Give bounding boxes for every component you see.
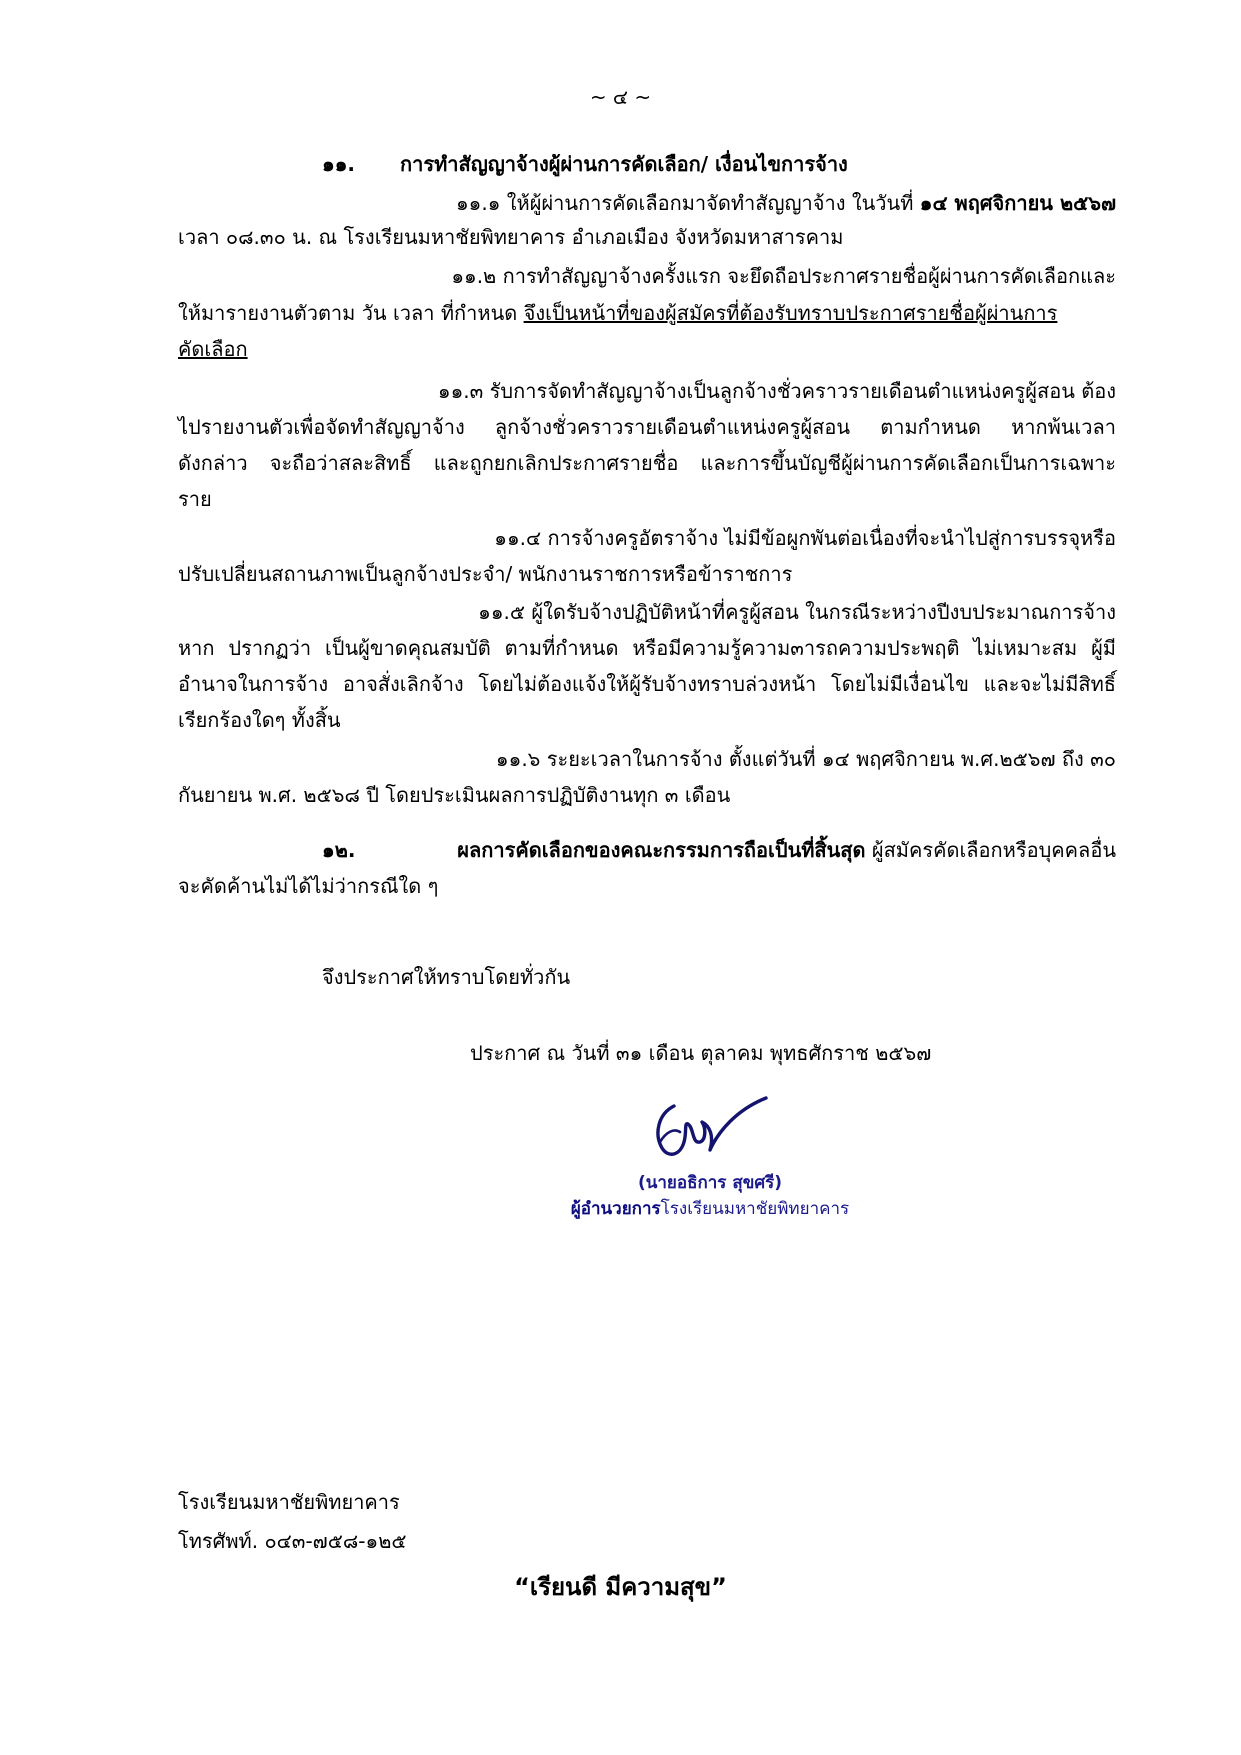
signatory-title-rest: โรงเรียนมหาชัยพิทยาคาร (660, 1199, 850, 1219)
footer-motto: “เรียนดี มีความสุข” (514, 1573, 727, 1601)
section-12-bold: ผลการคัดเลือกของคณะกรรมการถือเป็นที่สิ้นสุด (457, 838, 866, 862)
page-number: ~ ๔ ~ (589, 85, 652, 109)
item-11-2-text: ให้มารายงานตัวตาม วัน เวลา ที่กำหนด (178, 301, 524, 325)
item-11-4-line1: ๑๑.๔ การจ้างครูอัตราจ้าง ไม่มีข้อผูกพันต่อเนื่องที่จะนำไปสู่การบรรจุหรือ (494, 526, 1116, 550)
section-11-title: การทำสัญญาจ้างผู้ผ่านการคัดเลือก/ เงื่อนไขการจ้าง (400, 152, 848, 176)
item-11-2-line3: คัดเลือก (178, 337, 248, 361)
signatory-name: (นายอธิการ สุขศรี) (637, 1173, 783, 1193)
section-12-line1 (400, 833, 1116, 867)
item-11-5-line1: ๑๑.๕ ผู้ใดรับจ้างปฏิบัติหน้าที่ครูผู้สอน ในกรณีระหว่างปีงบประมาณการจ้าง (478, 600, 1116, 624)
section-12-line2: จะคัดค้านไม่ได้ไม่ว่ากรณีใด ๆ (178, 874, 439, 898)
signature-scribble-icon (640, 1092, 770, 1164)
announcement-date: ประกาศ ณ วันที่ ๓๑ เดือน ตุลาคม พุทธศักราช ๒๕๖๗ (470, 1041, 932, 1065)
signatory-title-bold: ผู้อำนวยการ (570, 1199, 661, 1219)
item-11-6-line2: กันยายน พ.ศ. ๒๕๖๘ ปี โดยประเมินผลการปฏิบัติงานทุก ๓ เดือน (178, 783, 731, 807)
signatory-title (530, 1196, 890, 1222)
section-12-number: ๑๒. (322, 838, 356, 862)
item-11-3-line1: ๑๑.๓ รับการจัดทำสัญญาจ้างเป็นลูกจ้างชั่วคราวรายเดือนตำแหน่งครูผู้สอน ต้อง (437, 379, 1116, 403)
item-11-4-line2: ปรับเปลี่ยนสถานภาพเป็นลูกจ้างประจำ/ พนักงานราชการหรือข้าราชการ (178, 562, 793, 586)
item-11-3-line4: ราย (178, 487, 212, 511)
section-12-rest: ผู้สมัครคัดเลือกหรือบุคคลอื่น (865, 838, 1116, 862)
item-11-3-line3: ดังกล่าว จะถือว่าสละสิทธิ์ และถูกยกเลิกประกาศรายชื่อ และการขึ้นบัญชีผู้ผ่านการคัดเลือกเป็นการเฉพาะ (178, 451, 1116, 475)
item-11-5-line2: หาก ปรากฏว่า เป็นผู้ขาดคุณสมบัติ ตามที่กำหนด หรือมีความรู้ความ๓ารถความประพฤติ ไม่เหมาะสม ผู้มี (178, 636, 1116, 660)
item-11-1-date: ๑๔ พฤศจิกายน ๒๕๖๗ (919, 191, 1116, 215)
item-11-2-underlined: จึงเป็นหน้าที่ของผู้สมัครที่ต้องรับทราบประกาศรายชื่อผู้ผ่านการ (523, 301, 1058, 325)
footer-phone: โทรศัพท์. ๐๔๓-๗๕๘-๑๒๕ (178, 1529, 407, 1553)
item-11-6-line1: ๑๑.๖ ระยะเวลาในการจ้าง ตั้งแต่วันที่ ๑๔ พฤศจิกายน พ.ศ.๒๕๖๗ ถึง ๓๐ (495, 747, 1116, 771)
item-11-5-line4: เรียกร้องใดๆ ทั้งสิ้น (178, 708, 341, 732)
item-11-1-text: ๑๑.๑ ให้ผู้ผ่านการคัดเลือกมาจัดทำสัญญาจ้าง ในวันที่ (455, 191, 920, 215)
section-11-number: ๑๑. (322, 152, 355, 176)
item-11-1-line1 (400, 186, 1116, 220)
item-11-2-line2 (178, 296, 1116, 330)
item-11-5-line3: อำนาจในการจ้าง อาจสั่งเลิกจ้าง โดยไม่ต้องแจ้งให้ผู้รับจ้างทราบล่วงหน้า โดยไม่มีเงื่อนไข และจะไม่มีสิทธิ์ (178, 672, 1116, 696)
item-11-1-line2: เวลา ๐๘.๓๐ น. ณ โรงเรียนมหาชัยพิทยาคาร อำเภอเมือง จังหวัดมหาสารคาม (178, 225, 844, 249)
item-11-2-line1: ๑๑.๒ การทำสัญญาจ้างครั้งแรก จะยึดถือประกาศรายชื่อผู้ผ่านการคัดเลือกและ (451, 264, 1116, 288)
footer-school-name: โรงเรียนมหาชัยพิทยาคาร (178, 1490, 400, 1514)
announcement-text: จึงประกาศให้ทราบโดยทั่วกัน (322, 965, 571, 989)
item-11-3-line2: ไปรายงานตัวเพื่อจัดทำสัญญาจ้าง ลูกจ้างชั่วคราวรายเดือนตำแหน่งครูผู้สอน ตามกำหนด หากพ้นเวลา (178, 415, 1116, 439)
signature-block (530, 1170, 890, 1222)
